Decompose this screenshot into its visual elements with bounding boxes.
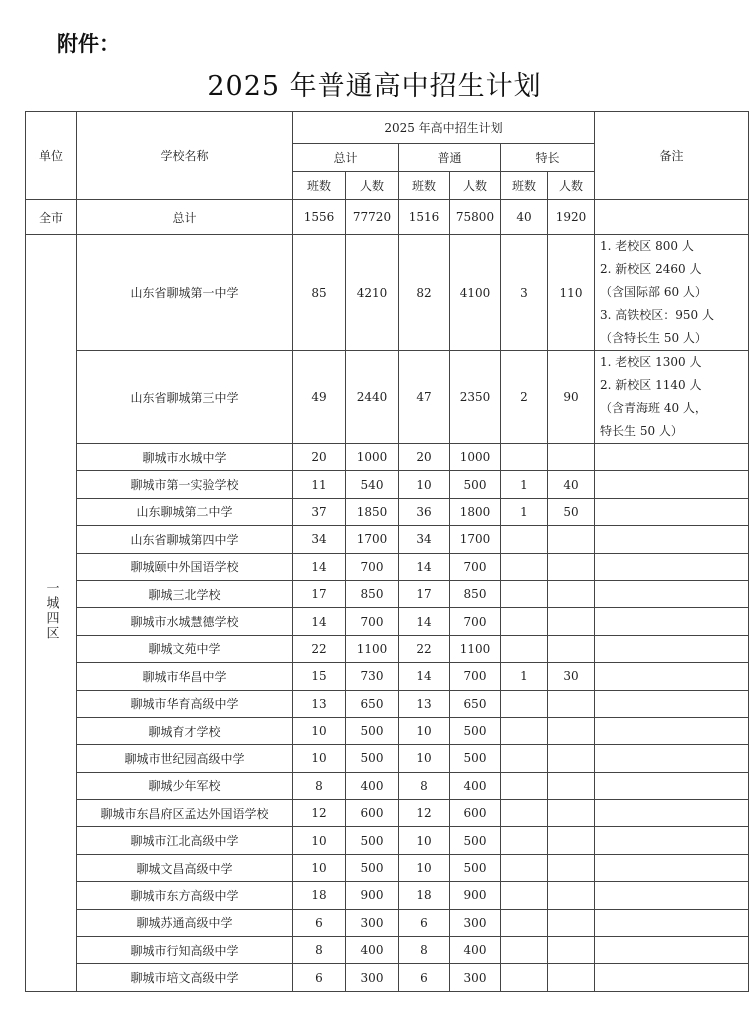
special-classes [501, 717, 548, 744]
total-classes: 85 [293, 235, 346, 351]
total-people: 300 [346, 964, 399, 991]
general-people: 400 [450, 772, 501, 799]
special-classes [501, 909, 548, 936]
school-name: 聊城市世纪园高级中学 [77, 745, 293, 772]
general-people: 700 [450, 663, 501, 690]
school-row [26, 444, 749, 471]
general-people: 400 [450, 937, 501, 964]
general-classes: 47 [399, 351, 450, 444]
general-people: 1000 [450, 444, 501, 471]
district-label [26, 235, 77, 992]
header-unit: 单位 [26, 112, 77, 200]
header-school-name: 学校名称 [77, 112, 293, 200]
total-people: 2440 [346, 351, 399, 444]
general-classes: 34 [399, 526, 450, 553]
special-classes: 1 [501, 498, 548, 525]
header-total-classes: 班数 [293, 172, 346, 200]
total-people: 500 [346, 827, 399, 854]
school-name: 聊城文昌高级中学 [77, 854, 293, 881]
special-classes [501, 772, 548, 799]
school-name: 聊城文苑中学 [77, 635, 293, 662]
school-name: 聊城三北学校 [77, 580, 293, 607]
total-people: 300 [346, 909, 399, 936]
city-remarks [595, 200, 749, 235]
remarks-cell [595, 964, 749, 991]
total-classes: 13 [293, 690, 346, 717]
general-people: 500 [450, 827, 501, 854]
total-classes: 49 [293, 351, 346, 444]
school-row [26, 937, 749, 964]
total-classes: 11 [293, 471, 346, 498]
header-special-classes: 班数 [501, 172, 548, 200]
general-classes: 13 [399, 690, 450, 717]
school-row [26, 745, 749, 772]
general-people: 700 [450, 608, 501, 635]
special-classes [501, 690, 548, 717]
school-row [26, 498, 749, 525]
total-classes: 10 [293, 827, 346, 854]
school-name: 聊城市华育高级中学 [77, 690, 293, 717]
school-row [26, 580, 749, 607]
district-label-text: 一城四区 [43, 581, 59, 642]
header-general-people: 人数 [450, 172, 501, 200]
remark-line: 2. 新校区 1140 人 [600, 378, 702, 392]
special-people [548, 553, 595, 580]
general-classes: 10 [399, 471, 450, 498]
total-people: 730 [346, 663, 399, 690]
total-classes: 15 [293, 663, 346, 690]
remark-line: 1. 老校区 800 人 [600, 239, 694, 253]
school-row [26, 553, 749, 580]
remark-line: 3. 高铁校区：950 人 [600, 308, 714, 322]
enrollment-plan-table [25, 111, 749, 992]
general-classes: 8 [399, 937, 450, 964]
total-people: 700 [346, 608, 399, 635]
general-classes: 14 [399, 608, 450, 635]
total-people: 1100 [346, 635, 399, 662]
school-name: 聊城市水城慧德学校 [77, 608, 293, 635]
special-classes [501, 827, 548, 854]
total-classes: 14 [293, 553, 346, 580]
special-classes [501, 882, 548, 909]
special-people [548, 882, 595, 909]
remarks-cell [595, 635, 749, 662]
school-row [26, 964, 749, 991]
school-row [26, 690, 749, 717]
total-people: 1000 [346, 444, 399, 471]
header-total: 总计 [293, 144, 399, 172]
general-classes: 8 [399, 772, 450, 799]
special-people [548, 635, 595, 662]
general-people: 4100 [450, 235, 501, 351]
special-classes: 1 [501, 471, 548, 498]
special-classes [501, 745, 548, 772]
school-name: 聊城颐中外国语学校 [77, 553, 293, 580]
general-classes: 12 [399, 800, 450, 827]
header-special: 特长 [501, 144, 595, 172]
total-people: 850 [346, 580, 399, 607]
school-name: 聊城市江北高级中学 [77, 827, 293, 854]
special-classes: 3 [501, 235, 548, 351]
header-general-classes: 班数 [399, 172, 450, 200]
special-people [548, 937, 595, 964]
special-classes [501, 937, 548, 964]
remarks-cell [595, 745, 749, 772]
total-people: 540 [346, 471, 399, 498]
school-name: 聊城市培文高级中学 [77, 964, 293, 991]
remarks-cell [595, 827, 749, 854]
school-row [26, 608, 749, 635]
school-row [26, 235, 749, 351]
city-total-people: 77720 [346, 200, 399, 235]
general-people: 700 [450, 553, 501, 580]
total-people: 700 [346, 553, 399, 580]
remarks-cell [595, 937, 749, 964]
remarks-cell [595, 580, 749, 607]
total-people: 600 [346, 800, 399, 827]
total-classes: 20 [293, 444, 346, 471]
remarks-cell [595, 553, 749, 580]
remarks-cell [595, 717, 749, 744]
general-classes: 17 [399, 580, 450, 607]
special-people: 40 [548, 471, 595, 498]
special-people [548, 745, 595, 772]
header-row-1 [26, 112, 749, 144]
remarks-cell [595, 444, 749, 471]
total-people: 1850 [346, 498, 399, 525]
remark-line: （含特长生 50 人） [600, 331, 707, 345]
total-classes: 10 [293, 854, 346, 881]
remarks-cell [595, 854, 749, 881]
special-people [548, 827, 595, 854]
city-unit: 全市 [26, 200, 77, 235]
school-name: 聊城市第一实验学校 [77, 471, 293, 498]
general-people: 500 [450, 854, 501, 881]
special-people [548, 800, 595, 827]
general-people: 500 [450, 471, 501, 498]
header-general: 普通 [399, 144, 501, 172]
city-general-people: 75800 [450, 200, 501, 235]
total-people: 400 [346, 937, 399, 964]
special-people: 50 [548, 498, 595, 525]
general-classes: 10 [399, 827, 450, 854]
special-classes [501, 800, 548, 827]
general-classes: 6 [399, 964, 450, 991]
special-people [548, 909, 595, 936]
header-total-people: 人数 [346, 172, 399, 200]
general-classes: 20 [399, 444, 450, 471]
general-people: 600 [450, 800, 501, 827]
general-classes: 6 [399, 909, 450, 936]
special-people [548, 717, 595, 744]
remarks-cell [595, 351, 749, 444]
general-classes: 10 [399, 745, 450, 772]
general-classes: 82 [399, 235, 450, 351]
general-people: 850 [450, 580, 501, 607]
general-classes: 14 [399, 553, 450, 580]
general-people: 2350 [450, 351, 501, 444]
page-title: 2025 年普通高中招生计划 [207, 71, 542, 102]
total-people: 4210 [346, 235, 399, 351]
special-classes [501, 526, 548, 553]
total-classes: 10 [293, 745, 346, 772]
special-people: 90 [548, 351, 595, 444]
school-name: 聊城市水城中学 [77, 444, 293, 471]
remark-line: （含青海班 40 人， [600, 401, 707, 415]
school-row [26, 909, 749, 936]
total-classes: 14 [293, 608, 346, 635]
total-people: 500 [346, 854, 399, 881]
remark-line: 特长生 50 人） [600, 424, 683, 438]
remarks-cell [595, 772, 749, 799]
school-name: 聊城市华昌中学 [77, 663, 293, 690]
general-classes: 18 [399, 882, 450, 909]
school-name: 聊城市东昌府区孟达外国语学校 [77, 800, 293, 827]
total-classes: 12 [293, 800, 346, 827]
remarks-cell [595, 882, 749, 909]
school-row [26, 717, 749, 744]
school-name: 山东聊城第二中学 [77, 498, 293, 525]
special-classes [501, 608, 548, 635]
school-name: 聊城苏通高级中学 [77, 909, 293, 936]
remarks-cell [595, 471, 749, 498]
general-classes: 14 [399, 663, 450, 690]
city-general-classes: 1516 [399, 200, 450, 235]
school-name: 聊城少年军校 [77, 772, 293, 799]
special-people [548, 772, 595, 799]
total-classes: 8 [293, 772, 346, 799]
total-people: 1700 [346, 526, 399, 553]
special-classes: 1 [501, 663, 548, 690]
special-classes [501, 444, 548, 471]
special-people [548, 526, 595, 553]
remarks-cell [595, 608, 749, 635]
city-special-classes: 40 [501, 200, 548, 235]
general-people: 500 [450, 745, 501, 772]
general-people: 1100 [450, 635, 501, 662]
remarks-cell [595, 498, 749, 525]
total-classes: 17 [293, 580, 346, 607]
remarks-cell [595, 690, 749, 717]
remark-line: （含国际部 60 人） [600, 285, 707, 299]
city-name: 总计 [77, 200, 293, 235]
remarks-cell [595, 235, 749, 351]
school-row [26, 882, 749, 909]
school-row [26, 854, 749, 881]
remarks-cell [595, 526, 749, 553]
total-classes: 6 [293, 909, 346, 936]
special-people [548, 608, 595, 635]
remark-line: 2. 新校区 2460 人 [600, 262, 702, 276]
general-people: 1800 [450, 498, 501, 525]
total-classes: 10 [293, 717, 346, 744]
special-classes [501, 854, 548, 881]
school-name: 聊城育才学校 [77, 717, 293, 744]
school-row [26, 471, 749, 498]
school-name: 山东省聊城第三中学 [77, 351, 293, 444]
general-people: 300 [450, 964, 501, 991]
special-people [548, 854, 595, 881]
total-people: 500 [346, 717, 399, 744]
header-remarks: 备注 [595, 112, 749, 200]
total-people: 400 [346, 772, 399, 799]
total-classes: 34 [293, 526, 346, 553]
special-classes [501, 964, 548, 991]
school-row [26, 663, 749, 690]
total-people: 900 [346, 882, 399, 909]
city-total-row [26, 200, 749, 235]
general-people: 300 [450, 909, 501, 936]
school-name: 山东省聊城第四中学 [77, 526, 293, 553]
special-people [548, 444, 595, 471]
total-classes: 22 [293, 635, 346, 662]
school-name: 山东省聊城第一中学 [77, 235, 293, 351]
special-classes [501, 553, 548, 580]
school-row [26, 800, 749, 827]
general-classes: 22 [399, 635, 450, 662]
total-classes: 6 [293, 964, 346, 991]
total-classes: 37 [293, 498, 346, 525]
total-people: 500 [346, 745, 399, 772]
school-row [26, 351, 749, 444]
general-classes: 10 [399, 717, 450, 744]
special-people [548, 690, 595, 717]
general-people: 1700 [450, 526, 501, 553]
general-classes: 10 [399, 854, 450, 881]
special-people [548, 964, 595, 991]
school-name: 聊城市东方高级中学 [77, 882, 293, 909]
remarks-cell [595, 800, 749, 827]
general-classes: 36 [399, 498, 450, 525]
general-people: 900 [450, 882, 501, 909]
total-classes: 18 [293, 882, 346, 909]
header-plan-group: 2025 年高中招生计划 [293, 112, 595, 144]
school-row [26, 526, 749, 553]
remark-line: 1. 老校区 1300 人 [600, 355, 702, 369]
special-people: 110 [548, 235, 595, 351]
school-row [26, 772, 749, 799]
total-people: 650 [346, 690, 399, 717]
special-classes [501, 635, 548, 662]
special-classes: 2 [501, 351, 548, 444]
header-special-people: 人数 [548, 172, 595, 200]
remarks-cell [595, 663, 749, 690]
attachment-label: 附件： [57, 32, 120, 56]
school-row [26, 827, 749, 854]
school-row [26, 635, 749, 662]
general-people: 500 [450, 717, 501, 744]
remarks-cell [595, 909, 749, 936]
special-classes [501, 580, 548, 607]
school-name: 聊城市行知高级中学 [77, 937, 293, 964]
special-people: 30 [548, 663, 595, 690]
city-total-classes: 1556 [293, 200, 346, 235]
general-people: 650 [450, 690, 501, 717]
total-classes: 8 [293, 937, 346, 964]
city-special-people: 1920 [548, 200, 595, 235]
special-people [548, 580, 595, 607]
